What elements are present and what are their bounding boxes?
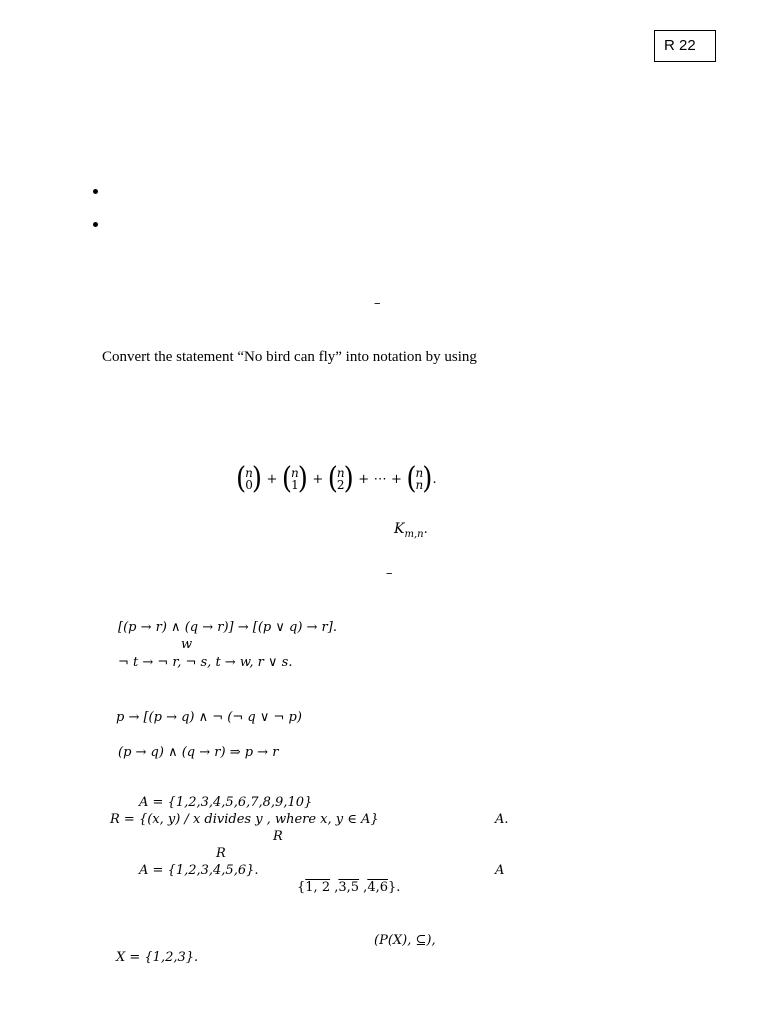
set-x-definition: X = {1,2,3}.: [116, 950, 199, 965]
partition-classes: {1, 2 ,3,5 ,4,6}.: [297, 880, 401, 895]
variable-w-label: w: [181, 637, 193, 652]
bullet-point: [93, 222, 98, 227]
set-a-reference: A.: [495, 812, 509, 827]
logic-expression-2: p → [(p → q) ∧ ¬ (¬ q ∨ ¬ p): [116, 710, 302, 725]
binomial-coefficient: ( n n ): [406, 461, 433, 497]
logic-expression-1: [(p → r) ∧ (q → r)] → [(p ∨ q) → r].: [118, 620, 337, 635]
binomial-coefficient: ( n 2 ): [327, 461, 354, 497]
relation-r-label: R: [273, 829, 283, 844]
exam-code-box: R 22: [654, 30, 716, 62]
poset-expression: (P(X), ⊆),: [374, 933, 436, 948]
set-a-definition-1: A = {1,2,3,4,5,6,7,8,9,10}: [139, 795, 313, 810]
logic-expression-3: (p → q) ∧ (q → r) ⇒ p → r: [118, 745, 279, 760]
set-a-definition-2: A = {1,2,3,4,5,6}.: [139, 863, 259, 878]
binomial-coefficient: ( n 1 ): [281, 461, 308, 497]
relation-r-definition: R = {(x, y) / x divides y , where x, y ∈ A}: [110, 812, 379, 827]
logic-premises: ¬ t → ¬ r, ¬ s, t → w, r ∨ s.: [118, 655, 293, 670]
set-a-reference: A: [495, 863, 505, 878]
question-convert-statement: Convert the statement “No bird can fly” into notation by using: [102, 349, 477, 365]
dash-mark: –: [374, 296, 381, 311]
complete-bipartite-graph-symbol: $K_{m,n}$.: [394, 521, 428, 540]
binomial-coefficient: ( n 0 ): [236, 461, 263, 497]
bullet-point: [93, 189, 98, 194]
dash-mark: –: [386, 566, 393, 581]
relation-r-label: R: [216, 846, 226, 861]
binomial-sum-expression: ( n 0 ) + ( n 1 ) + ( n 2 ) + ⋯ + ( n n ) .: [236, 461, 437, 497]
